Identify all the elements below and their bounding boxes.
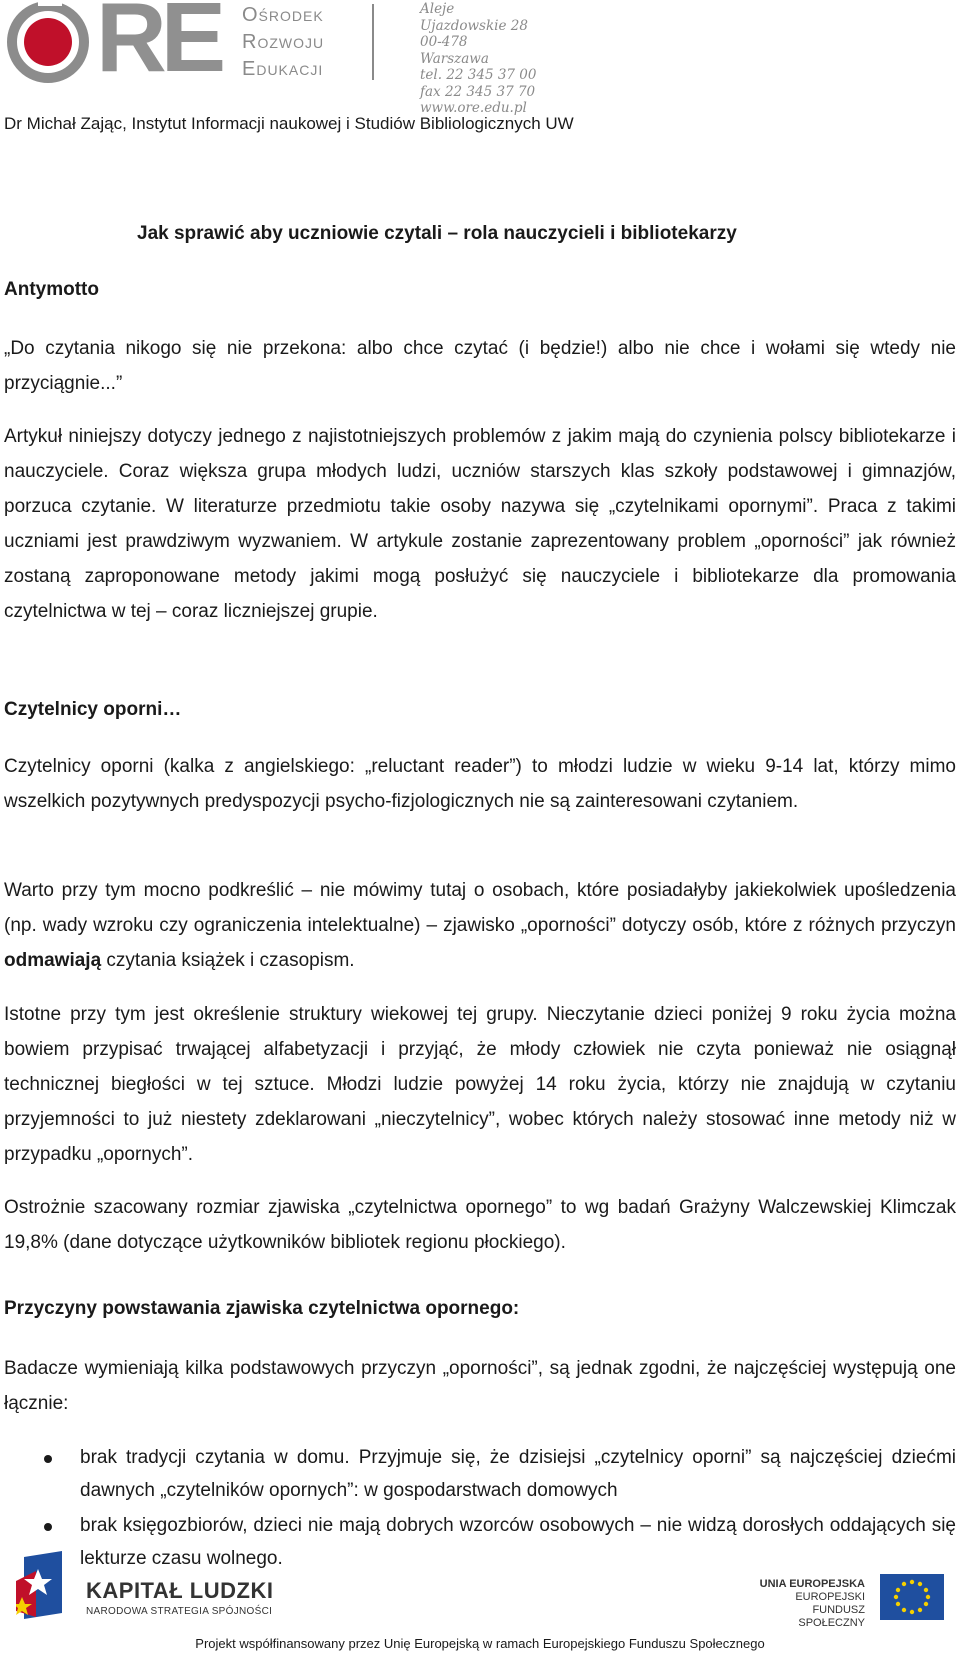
- logo-letters: RE: [96, 0, 221, 92]
- section-heading-czytelnicy: Czytelnicy oporni…: [4, 699, 182, 720]
- antymotto-heading: Antymotto: [4, 279, 99, 300]
- logo-o-icon: [2, 0, 98, 86]
- bullet-icon: [44, 1455, 52, 1463]
- causes-list: [40, 1441, 956, 1575]
- footer-note: Projekt współfinansowany przez Unię Europejską w ramach Europejskiego Funduszu Społecznego: [195, 1636, 765, 1651]
- logo-divider: [372, 4, 374, 80]
- logo-institution-name: Ośrodek Rozwoju Edukacji: [242, 4, 325, 80]
- kapital-ludzki-logo-icon: [16, 1551, 64, 1619]
- kapital-ludzki-title: KAPITAŁ LUDZKI: [86, 1578, 274, 1603]
- motto-paragraph: „Do czytania nikogo się nie przekona: albo chce czytać (i będzie!) albo nie chce i wołami się wtedy nie przyciągnie...”: [4, 338, 956, 394]
- paragraph-statistics: Ostrożnie szacowany rozmiar zjawiska „czytelnictwa opornego” to wg badań Grażyny Walczewskiej Klimczak 19,8% (dane dotyczące użytkowników bibliotek regionu płockiego).: [4, 1197, 956, 1253]
- bullet-icon: [44, 1523, 52, 1531]
- logo-address: Aleje Ujazdowskie 28 00-478 Warszawa tel. 22 345 37 00 fax 22 345 37 70 www.ore.edu.pl: [420, 1, 537, 116]
- emphasis-odmawiaja: odmawiają: [4, 950, 102, 971]
- paragraph-emphasis: Warto przy tym mocno podkreślić – nie mówimy tutaj o osobach, które posiadałyby jakiekolwiek upośledzenia (np. wady wzroku czy ograniczenia intelektualne) – zjawisko „oporności” dotyczy osób, które z różnych przyczyn odmawiają czytania książek i czasopism.: [4, 880, 956, 971]
- list-item: brak tradycji czytania w domu. Przyjmuje się, że dzisiejsi „czytelnicy oporni” są najczęściej dziećmi dawnych „czytelników opornych”: w gospodarstwach domowych: [40, 1441, 956, 1507]
- eu-flag-icon: [880, 1574, 944, 1620]
- paragraph-definition: Czytelnicy oporni (kalka z angielskiego: „reluctant reader”) to młodzi ludzie w wieku 9-14 lat, którzy mimo wszelkich pozytywnych predyspozycji psycho-fizjologicznych nie są zainteresowani czytaniem.: [4, 756, 956, 812]
- section-heading-przyczyny: Przyczyny powstawania zjawiska czytelnictwa opornego:: [4, 1298, 520, 1319]
- eu-text: UNIA EUROPEJSKA EUROPEJSKI FUNDUSZ SPOŁECZNY: [759, 1578, 865, 1629]
- author-line: Dr Michał Zając, Instytut Informacji naukowej i Studiów Bibliologicznych UW: [4, 114, 574, 133]
- kapital-ludzki-subtitle: NARODOWA STRATEGIA SPÓJNOŚCI: [86, 1606, 273, 1617]
- ore-logo: [0, 0, 540, 116]
- list-item: brak księgozbiorów, dzieci nie mają dobrych wzorców osobowych – nie widzą dorosłych oddających się lekturze czasu wolnego.: [40, 1509, 956, 1575]
- intro-paragraph: Artykuł niniejszy dotyczy jednego z najistotniejszych problemów z jakim mają do czynienia polscy bibliotekarze i nauczyciele. Coraz większa grupa młodych ludzi, uczniów starszych klas szkoły podstawowej i gimnazjów, porzuca czytanie. W literaturze przedmiotu takie osoby nazywa się „czytelnikami opornymi”. Praca z takimi uczniami jest prawdziwym wyzwaniem. W artykule zostanie zaprezentowany problem „oporności” jak również zostaną zaproponowane metody jakimi mogą posłużyć się nauczyciele i bibliotekarze dla promowania czytelnictwa w tej – coraz liczniejszej grupie.: [4, 426, 956, 622]
- paragraph-causes-intro: Badacze wymieniają kilka podstawowych przyczyn „oporności”, są jednak zgodni, że najczęściej występują one łącznie:: [4, 1358, 956, 1414]
- article-title: Jak sprawić aby uczniowie czytali – rola nauczycieli i bibliotekarzy: [137, 223, 737, 244]
- paragraph-age-structure: Istotne przy tym jest określenie struktury wiekowej tej grupy. Nieczytanie dzieci poniżej 9 roku życia można bowiem przypisać trwającej alfabetyzacji i przyjąć, że młody człowiek nie czyta ponieważ nie osiągnął technicznej biegłości w tej sztuce. Młodzi ludzie powyżej 14 roku życia, którzy nie znajdują w czytaniu przyjemności to już niestety zdeklarowani „nieczytelnicy”, wobec których należy stosować inne metody niż w przypadku „opornych”.: [4, 1004, 956, 1165]
